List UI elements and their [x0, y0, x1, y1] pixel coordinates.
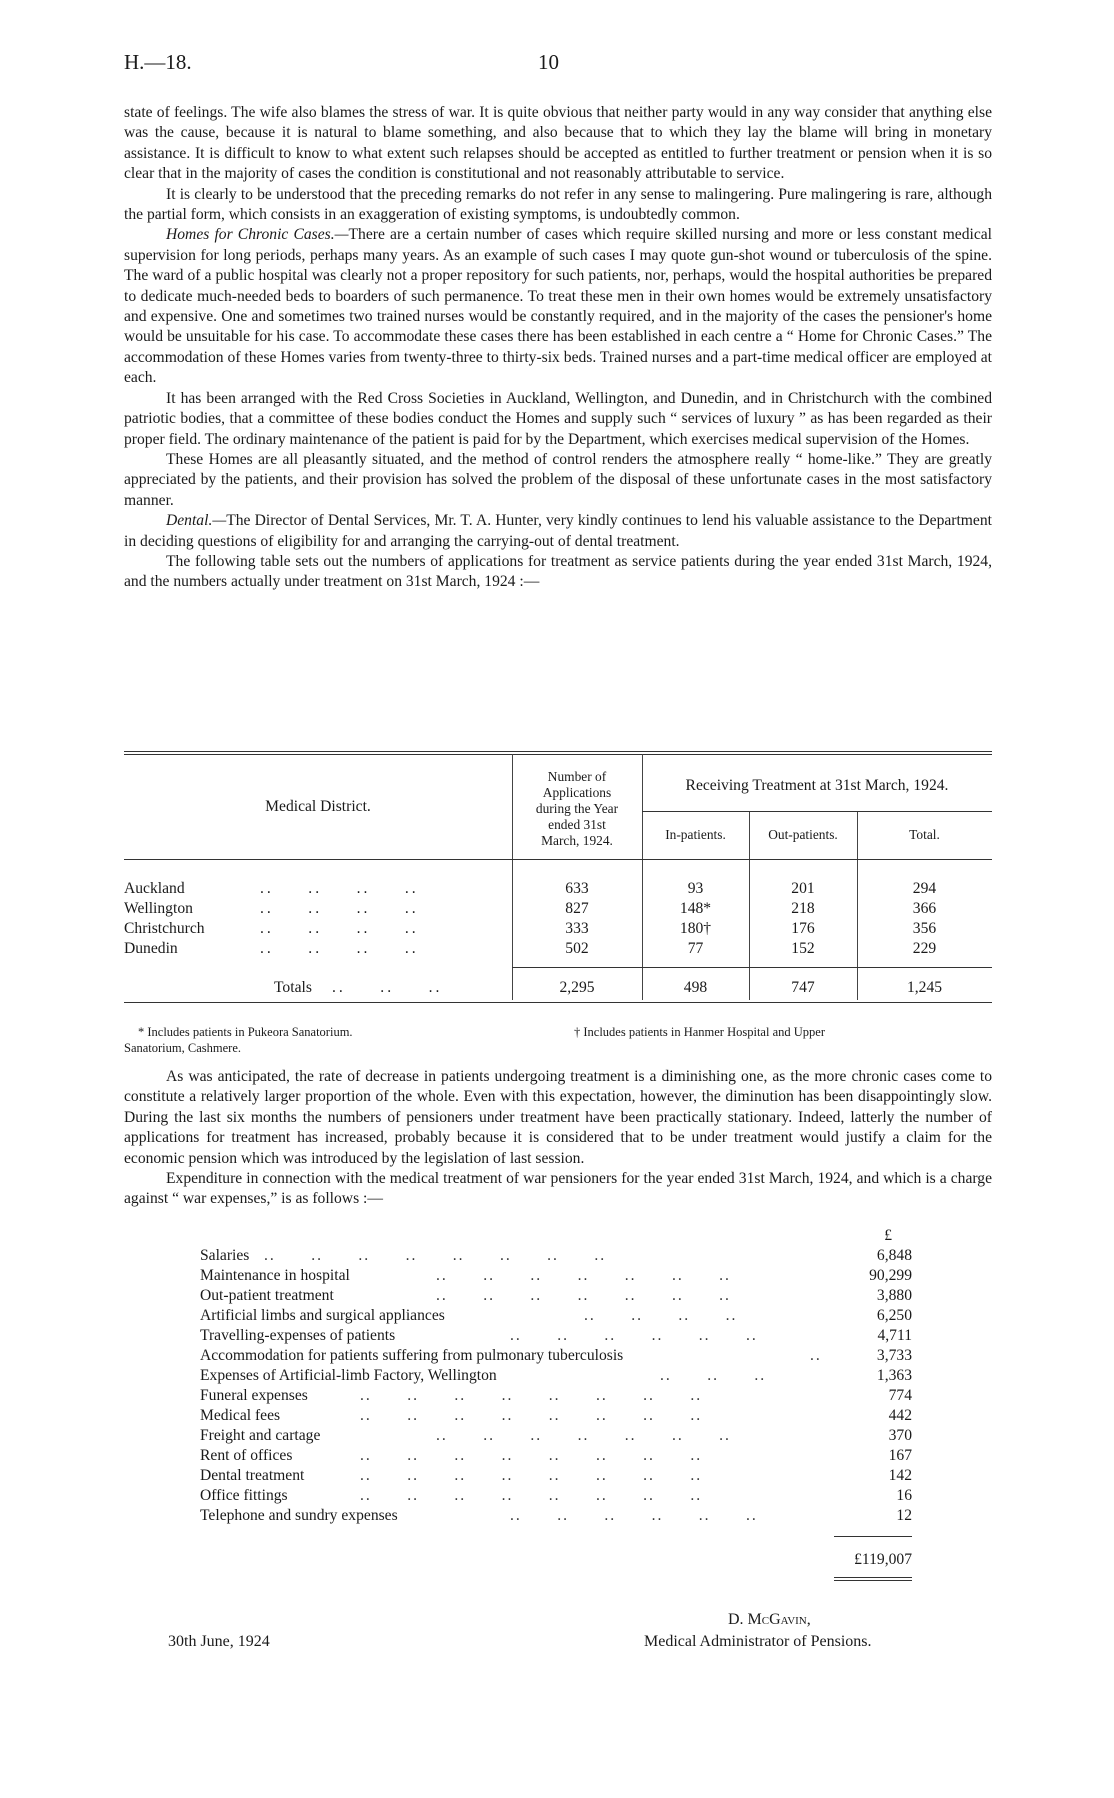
leader-dots: .. .. .. .. .. .. ..: [436, 1287, 731, 1304]
applications-total: 2,295: [559, 979, 595, 996]
item-value: 3,880: [876, 1287, 912, 1304]
paragraph: It has been arranged with the Red Cross Societies in Auckland, Wellington, and Dunedin, and in Christchurch with the combined patriotic bodies, that a committee of these bodies conduct the Homes and supply such “ services of luxury ” as has been regarded as their proper field. The ordinary maintenance of the patient is paid for by the Department, which exercises medical supervision of the Homes.: [124, 389, 992, 448]
expenditure-item: [200, 1507, 912, 1527]
leader-dots: .. .. .. .. .. .. .. ..: [360, 1487, 703, 1504]
paragraph: These Homes are all pleasantly situated, and the method of control renders the atmosphere really “ home-like.” They are greatly appreciated by the patients, and their provision has solved the problem of the disposal of these unfortunate cases in the most satisfactory manner.: [124, 450, 992, 509]
leader-dots: .. .. .. ..: [260, 900, 419, 917]
expenditure-item: [200, 1407, 912, 1427]
expenditure-item: [200, 1447, 912, 1467]
item-value: 16: [896, 1487, 912, 1504]
total-rule: [834, 1536, 912, 1537]
in-patients-value: 148*: [679, 900, 712, 917]
expenditure-item: [200, 1267, 912, 1287]
header-applications: [512, 769, 642, 849]
expenditure-item: [200, 1467, 912, 1487]
out-patients-value: 201: [791, 880, 815, 897]
total-value: 229: [912, 940, 937, 957]
expenditure-item: [200, 1427, 912, 1447]
leader-dots: .. .. .. .. .. .. .. ..: [360, 1407, 703, 1424]
document-reference: H.—18.: [124, 50, 192, 74]
item-label: Telephone and sundry expenses: [200, 1507, 398, 1524]
table-row: [124, 920, 992, 940]
item-label: Dental treatment: [200, 1467, 305, 1484]
paragraph: It is clearly to be understood that the preceding remarks do not refer in any sense to malingering. Pure malingering is rare, although the partial form, which consists in an exaggeration of existing symptoms, is undoubtedly common.: [124, 185, 992, 224]
grand-total: 1,245: [906, 979, 943, 996]
expenditure-item: [200, 1367, 912, 1387]
paragraph: As was anticipated, the rate of decrease in patients undergoing treatment is a diminishing one, as the more chronic cases come to constitute a relatively larger proportion of the whole. Even with this expectation, however, the diminution has been disappointingly slow. During the last six months the numbers of pensioners under treatment have been practically stationary. Indeed, latterly the number of applications for treatment has increased, probably because it is considered that to be under treatment would justify a claim for the economic pension which was introduced by the legislation of last session.: [124, 1068, 992, 1167]
item-label: Medical fees: [200, 1407, 281, 1424]
signature-title: Medical Administrator of Pensions.: [644, 1633, 872, 1650]
header-line: Number of: [547, 769, 607, 784]
subtotal-rule: [642, 967, 992, 968]
leader-dots: .. .. .. .. .. .. .. ..: [264, 1247, 607, 1264]
paragraph-text: There are a certain number of cases which require skilled nursing and more or less constant medical supervision for long periods, perhaps many years. As an example of such cases I may quote gun-shot wound or tuberculosis of the spine. The ward of a public hospital was clearly not a proper repository for such patients, nor, perhaps, would the hospital authorities be prepared to dedicate much-needed beds to boarders of such permanence. To treat these men in their own homes would be extremely unsatisfactory and expensive. One and sometimes two trained nurses would be constantly required, and in the majority of the cases the pensioner's home would be unsuitable for his case. To accommodate these cases there has been established in each centre a “ Home for Chronic Cases.” The accommodation of these Homes varies from twenty-three to thirty-six beds. Trained nurses and a part-time medical officer are employed at each.: [124, 226, 993, 387]
leader-dots: .. .. ..: [332, 979, 443, 996]
table-row: [124, 900, 992, 920]
leader-dots: .. .. .. .. .. .. .. ..: [360, 1447, 703, 1464]
total-value: 366: [912, 900, 937, 917]
item-value: 442: [888, 1407, 912, 1424]
header-total: Total.: [909, 827, 940, 842]
item-value: 3,733: [876, 1347, 912, 1364]
footnote-dagger: † Includes patients in Hanmer Hospital and Upper: [574, 1025, 825, 1039]
totals-label: Totals: [274, 979, 312, 996]
item-value: 90,299: [869, 1267, 912, 1284]
item-label: Out-patient treatment: [200, 1287, 334, 1304]
total-double-rule: [834, 1580, 912, 1581]
table-row: [124, 940, 992, 960]
in-patients-value: 77: [687, 940, 704, 957]
item-value: 167: [888, 1447, 912, 1464]
in-patients-value: 180†: [679, 920, 712, 937]
paragraph: The following table sets out the numbers of applications for treatment as service patients during the year ended 31st March, 1924, and the numbers actually under treatment on 31st March, 1924 :—: [124, 552, 992, 591]
body-text-bottom: [124, 1067, 992, 1210]
out-patients-value: 152: [791, 940, 815, 957]
item-label: Freight and cartage: [200, 1427, 321, 1444]
applications-value: 502: [565, 940, 589, 957]
applications-value: 827: [565, 900, 589, 917]
totals-row: [124, 979, 992, 999]
item-label: Artificial limbs and surgical appliances: [200, 1307, 445, 1324]
item-value: 774: [888, 1387, 912, 1404]
signature-date: 30th June, 1924: [168, 1633, 270, 1650]
item-value: 4,711: [877, 1327, 912, 1344]
header-line: Applications: [542, 785, 612, 800]
paragraph-text: The Director of Dental Services, Mr. T. A. Hunter, very kindly continues to lend his valuable assistance to the Department in deciding questions of eligibility for and arranging the carrying-out of dental treatment.: [124, 512, 992, 550]
paragraph: state of feelings. The wife also blames the stress of war. It is quite obvious that neither party would in any way consider that anything else was the cause, because it is natural to blame something, and also because that to which they lay the blame will bring in monetary assistance. It is difficult to know to what extent such relapses should be accepted as entitled to further treatment or pension when it is so clear that in the majority of cases the condition is constitutional and not reasonably attributable to service.: [124, 104, 992, 183]
leader-dots: .. .. .. .. .. ..: [510, 1507, 758, 1524]
item-value: 6,848: [876, 1247, 912, 1264]
expenditure-item: [200, 1387, 912, 1407]
table-rule: [124, 751, 992, 752]
table-rule: [124, 754, 992, 755]
header-in-patients: In-patients.: [665, 827, 726, 842]
expenditure-item: [200, 1287, 912, 1307]
table-rule: [642, 811, 992, 812]
leader-dots: .. .. .. ..: [260, 880, 419, 897]
page-number: 10: [538, 50, 559, 74]
expenditure-item: [200, 1487, 912, 1507]
header-line: ended 31st: [548, 817, 606, 832]
item-label: Maintenance in hospital: [200, 1267, 350, 1284]
total-value: 356: [912, 920, 937, 937]
leader-dots: .. .. .. .. .. .. .. ..: [360, 1467, 703, 1484]
currency-symbol: £: [884, 1227, 892, 1244]
out-patients-total: 747: [791, 979, 815, 996]
expenditure-total: £119,007: [854, 1551, 912, 1568]
leader-dots: .. .. .. ..: [260, 920, 419, 937]
district-name: Wellington: [124, 900, 193, 917]
leader-dots: .. .. .. ..: [260, 940, 419, 957]
subtotal-rule: [512, 967, 642, 968]
item-label: Expenses of Artificial-limb Factory, Wellington: [200, 1367, 497, 1384]
expenditure-item: [200, 1247, 912, 1267]
item-label: Salaries: [200, 1247, 250, 1264]
expenditure-item: [200, 1327, 912, 1347]
applications-value: 633: [565, 880, 589, 897]
item-label: Travelling-expenses of patients: [200, 1327, 396, 1344]
item-label: Funeral expenses: [200, 1387, 308, 1404]
expenditure-item: [200, 1347, 912, 1367]
footnote-dagger-continued: Sanatorium, Cashmere.: [124, 1041, 241, 1055]
footnote-star: * Includes patients in Pukeora Sanatorium.: [138, 1025, 353, 1039]
signature-name: [728, 1611, 811, 1629]
header-line: March, 1924.: [541, 833, 613, 848]
body-text-top: [124, 103, 992, 593]
out-patients-value: 218: [791, 900, 815, 917]
leader-dots: .. .. .. ..: [584, 1307, 738, 1324]
header-line: during the Year: [535, 801, 619, 816]
total-value: 294: [912, 880, 937, 897]
paragraph: [124, 225, 992, 388]
in-patients-value: 93: [687, 880, 704, 897]
section-heading: Dental.—: [166, 512, 227, 530]
leader-dots: .. .. .. .. .. .. .. ..: [360, 1387, 703, 1404]
paragraph: [124, 511, 992, 552]
item-value: 12: [896, 1507, 912, 1524]
item-value: 370: [888, 1427, 912, 1444]
district-name: Dunedin: [124, 940, 178, 957]
table-rule: [124, 1002, 992, 1003]
leader-dots: .. .. .. .. .. .. ..: [436, 1267, 731, 1284]
leader-dots: .. .. .. .. .. .. ..: [436, 1427, 731, 1444]
item-label: Office fittings: [200, 1487, 288, 1504]
table-row: [124, 880, 992, 900]
total-double-rule: [834, 1577, 912, 1578]
section-heading: Homes for Chronic Cases.—: [166, 226, 349, 244]
table-rule: [124, 859, 992, 860]
header-receiving: Receiving Treatment at 31st March, 1924.: [685, 777, 949, 794]
item-value: 142: [888, 1467, 912, 1484]
district-name: Auckland: [124, 880, 185, 897]
item-label: Accommodation for patients suffering from pulmonary tuberculosis: [200, 1347, 624, 1364]
leader-dots: .. .. .. .. .. ..: [510, 1327, 758, 1344]
leader-dots: .. .. ..: [660, 1367, 767, 1384]
item-label: Rent of offices: [200, 1447, 293, 1464]
paragraph: Expenditure in connection with the medical treatment of war pensioners for the year ended 31st March, 1924, and which is a charge against “ war expenses,” is as follows :—: [124, 1170, 992, 1208]
applications-value: 333: [565, 920, 589, 937]
out-patients-value: 176: [791, 920, 815, 937]
header-out-patients: Out-patients.: [768, 827, 838, 842]
item-value: 6,250: [876, 1307, 912, 1324]
signature-name-text: D. McGavin,: [728, 1611, 811, 1628]
item-value: 1,363: [876, 1367, 912, 1384]
header-district: Medical District.: [265, 798, 371, 815]
district-name: Christchurch: [124, 920, 205, 937]
in-patients-total: 498: [683, 979, 708, 996]
leader-dots: ..: [810, 1347, 822, 1364]
expenditure-item: [200, 1307, 912, 1327]
